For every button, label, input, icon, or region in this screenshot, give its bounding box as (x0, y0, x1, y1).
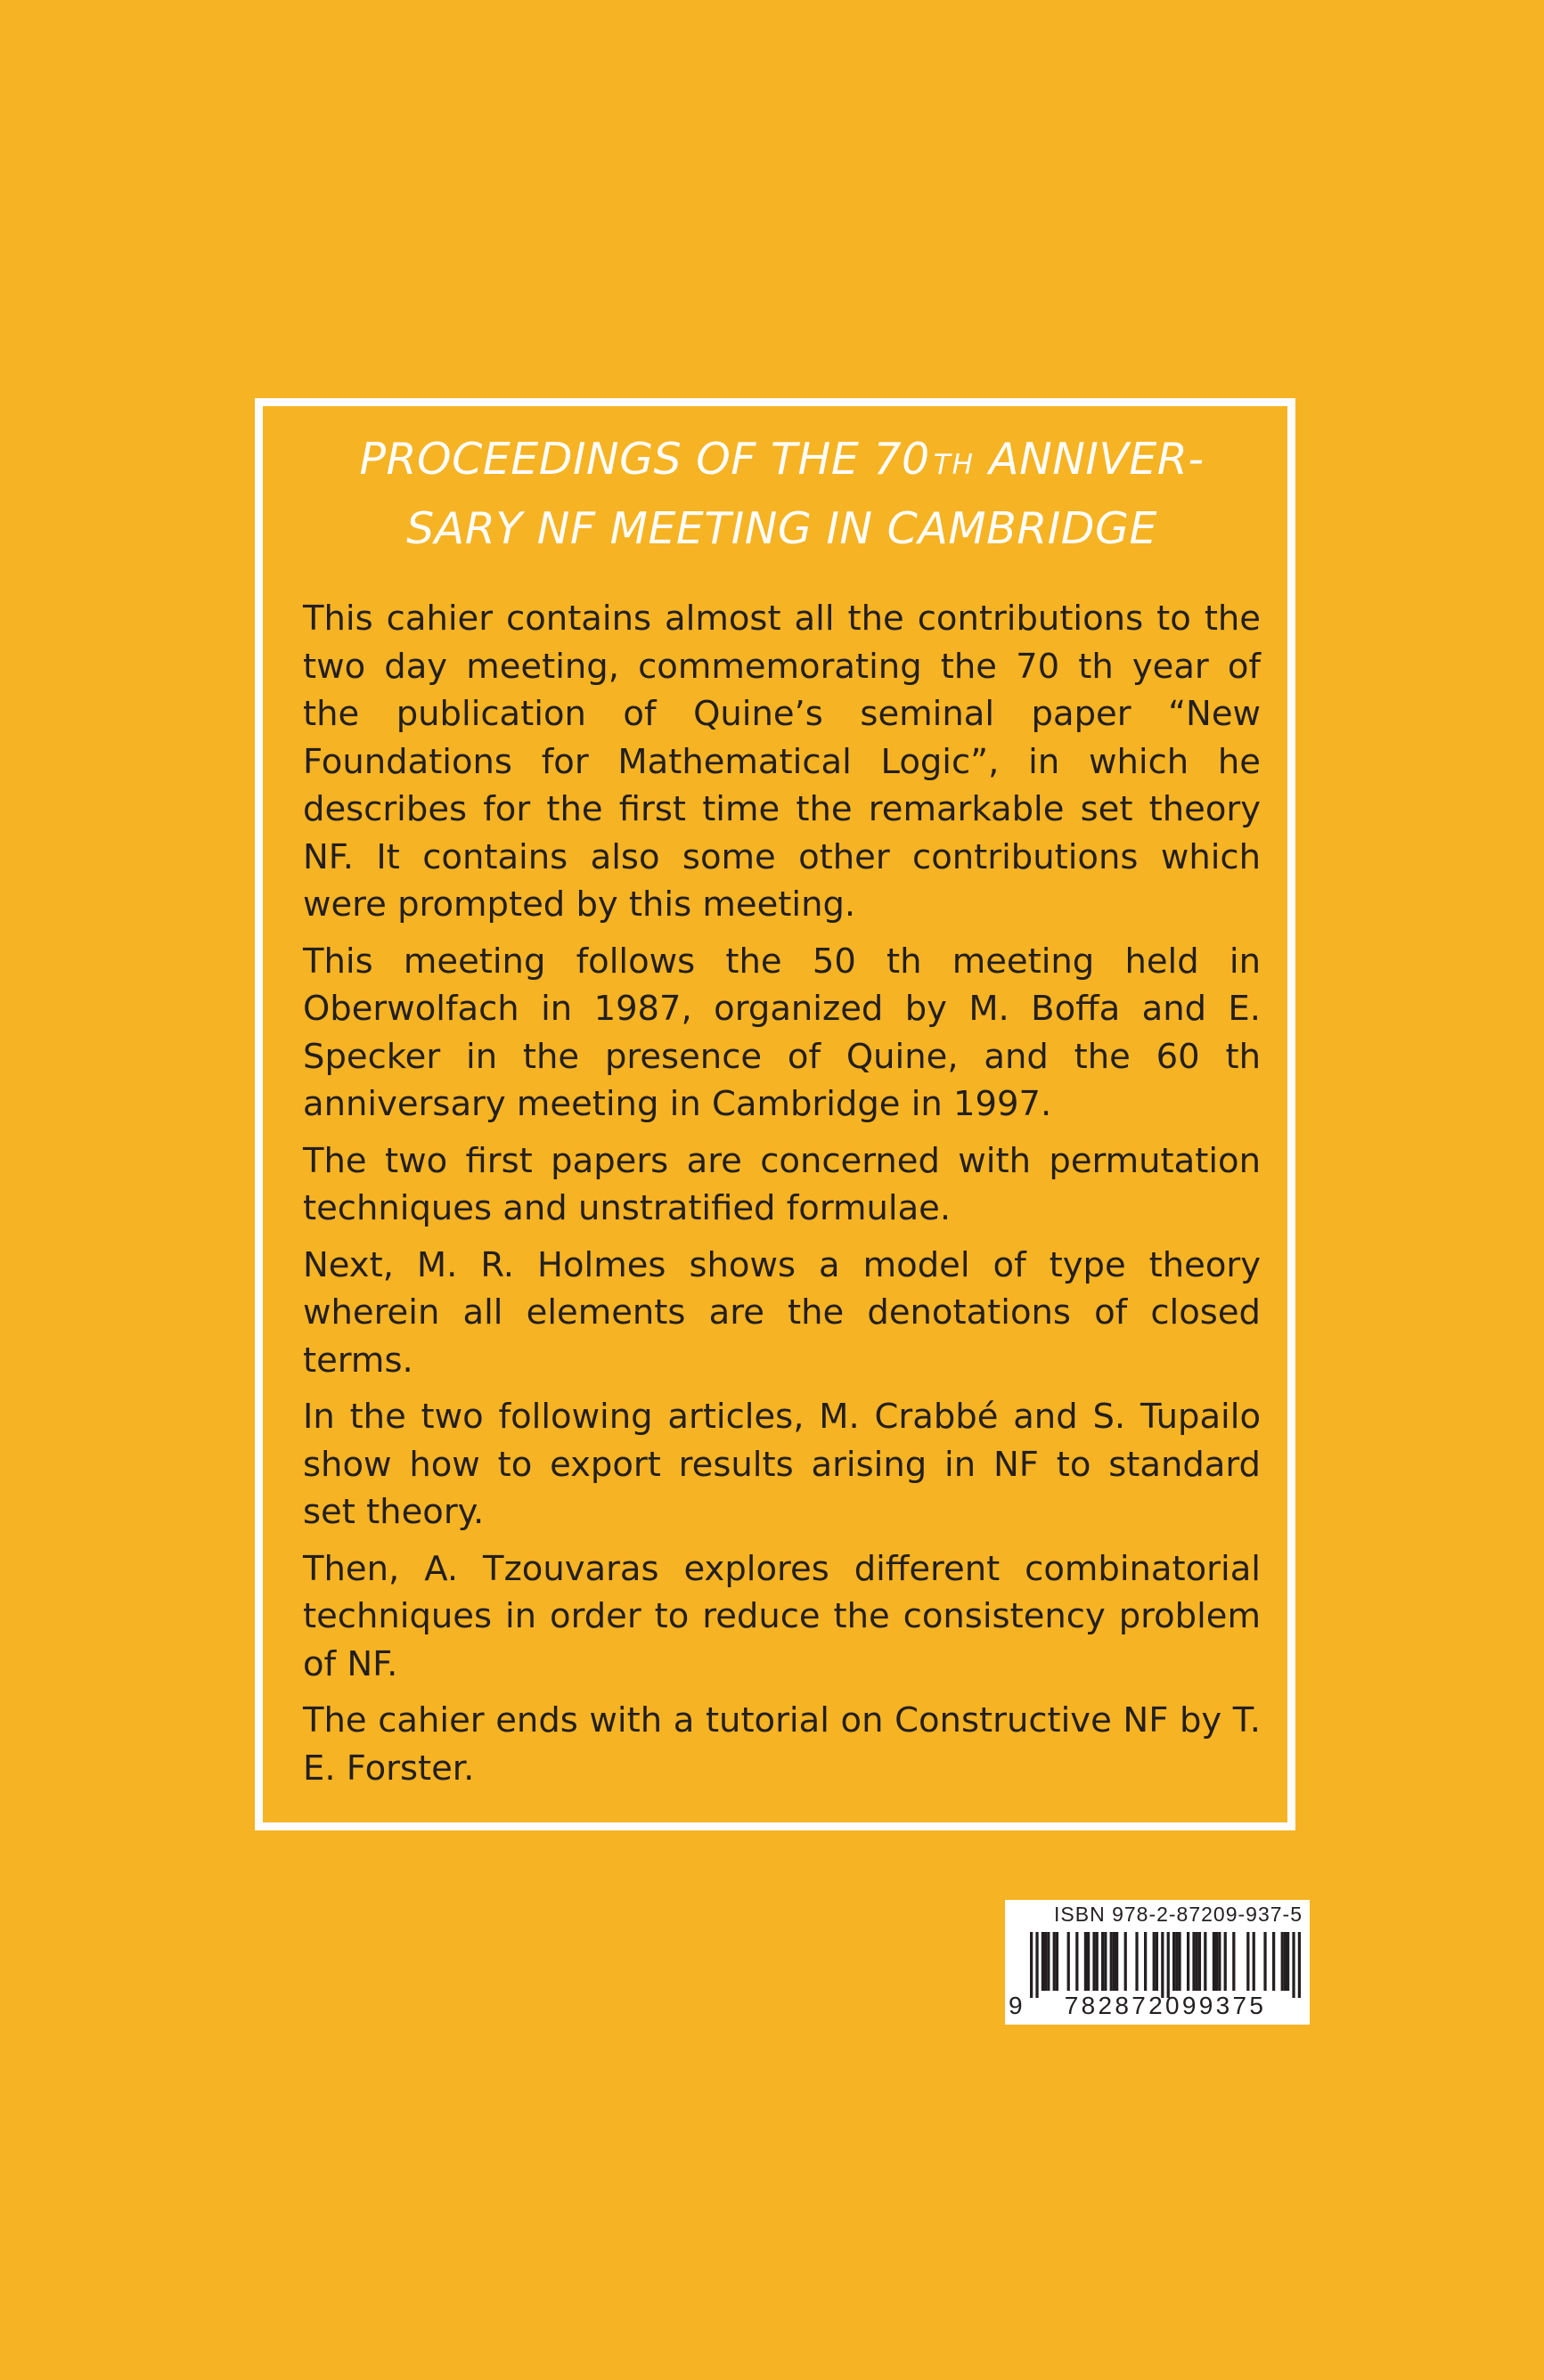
barcode-bar (1144, 1932, 1147, 1991)
barcode-bar (1298, 1932, 1301, 1998)
barcode-bar (1232, 1932, 1235, 1991)
barcode-bar (1253, 1932, 1255, 1991)
title-part: ANNIVER- (989, 434, 1205, 485)
barcode-bar (1224, 1932, 1227, 1991)
title-line-2: SARY NF MEETING IN CAMBRIDGE (406, 503, 1157, 554)
barcode-bar (1104, 1932, 1107, 1991)
barcode-bar (1156, 1932, 1158, 1991)
barcode-bar (1135, 1932, 1138, 1991)
paragraph: This meeting follows the 50 th meeting held in Oberwolfach in 1987, organized by M. Boffa and E. Specker in the presence of Quine, and the 60 th anniversary meeting in Cambridge in 1997. (303, 941, 1261, 1124)
barcode-bar (1272, 1932, 1275, 1991)
paragraph: In the two following articles, M. Crabbé and S. Tupailo show how to export results arising in NF to standard set theory. (303, 1397, 1261, 1532)
barcode-bar (1047, 1932, 1050, 1991)
title-ordinal: TH (933, 449, 975, 481)
barcode-bar (1042, 1932, 1044, 1991)
barcode-bar (1056, 1932, 1058, 1991)
barcode-bars (1030, 1932, 1301, 1998)
barcode-bar (1281, 1932, 1284, 1991)
barcode-bar (1246, 1932, 1249, 1991)
paragraph: The cahier ends with a tutorial on Constructive NF by T. E. Forster. (303, 1700, 1261, 1789)
barcode-bar (1087, 1932, 1090, 1991)
barcode-bar (1124, 1932, 1127, 1991)
barcode-bar (1035, 1932, 1038, 1998)
paragraph: Then, A. Tzouvaras explores different combinatorial techniques in order to reduce the consistency problem of NF. (303, 1548, 1261, 1684)
barcode-bar (1161, 1932, 1164, 1998)
barcode-bar (1198, 1932, 1201, 1991)
barcode-bar (1204, 1932, 1206, 1991)
barcode-bar (1153, 1932, 1156, 1991)
barcode-bar (1092, 1932, 1095, 1991)
title-line-1 (359, 434, 1204, 485)
barcode-bar (1172, 1932, 1175, 1991)
isbn-barcode (1005, 1900, 1310, 2025)
barcode-bar (1284, 1932, 1287, 1991)
paragraph: The two first papers are concerned with permutation techniques and unstratified formulae. (303, 1140, 1261, 1228)
title-part: PROCEEDINGS OF THE 70 (359, 434, 930, 485)
barcode-bar (1192, 1932, 1195, 1991)
barcode-bar (1101, 1932, 1104, 1991)
barcode-bar (1115, 1932, 1118, 1991)
barcode-bar (1096, 1932, 1099, 1991)
paragraph: This cahier contains almost all the contributions to the two day meeting, commemorating the 70 th year of the publication of Quine’s seminal paper “New Foundations for Mathematical Logic”, in which he describes for the first time the remarkable set theory NF. It contains also some other contributions which were prompted by this meeting. (303, 599, 1261, 925)
description (303, 595, 1261, 1792)
isbn-label: ISBN 978-2-87209-937-5 (1054, 1903, 1303, 1926)
barcode-bar (1218, 1932, 1221, 1991)
paragraph: Next, M. R. Holmes shows a model of type theory wherein all elements are the denotations of closed terms. (303, 1244, 1261, 1381)
barcode-bar (1287, 1932, 1289, 1991)
barcode-bar (1044, 1932, 1047, 1991)
barcode-bar (1178, 1932, 1180, 1991)
barcode-bar (1084, 1932, 1087, 1991)
barcode-bar (1215, 1932, 1218, 1991)
barcode-bar (1113, 1932, 1115, 1991)
barcode-bar (1175, 1932, 1178, 1991)
content-block (303, 428, 1261, 1801)
barcode-bar (1187, 1932, 1189, 1991)
barcode-bar (1213, 1932, 1215, 1991)
barcode-bar (1067, 1932, 1070, 1991)
barcode-bar (1110, 1932, 1113, 1991)
barcode-bar (1263, 1932, 1266, 1991)
barcode-bar (1167, 1932, 1170, 1998)
page-title (303, 428, 1261, 561)
barcode-bar (1053, 1932, 1056, 1991)
ean-digits: 782872099375 (1064, 1992, 1267, 2019)
barcode-bars-graphic (1030, 1932, 1301, 1998)
barcode-bar (1075, 1932, 1078, 1991)
barcode-bar (1030, 1932, 1033, 1998)
ean-first-digit: 9 (1009, 1992, 1023, 2019)
barcode-bar (1196, 1932, 1198, 1991)
barcode-bar (1292, 1932, 1295, 1998)
